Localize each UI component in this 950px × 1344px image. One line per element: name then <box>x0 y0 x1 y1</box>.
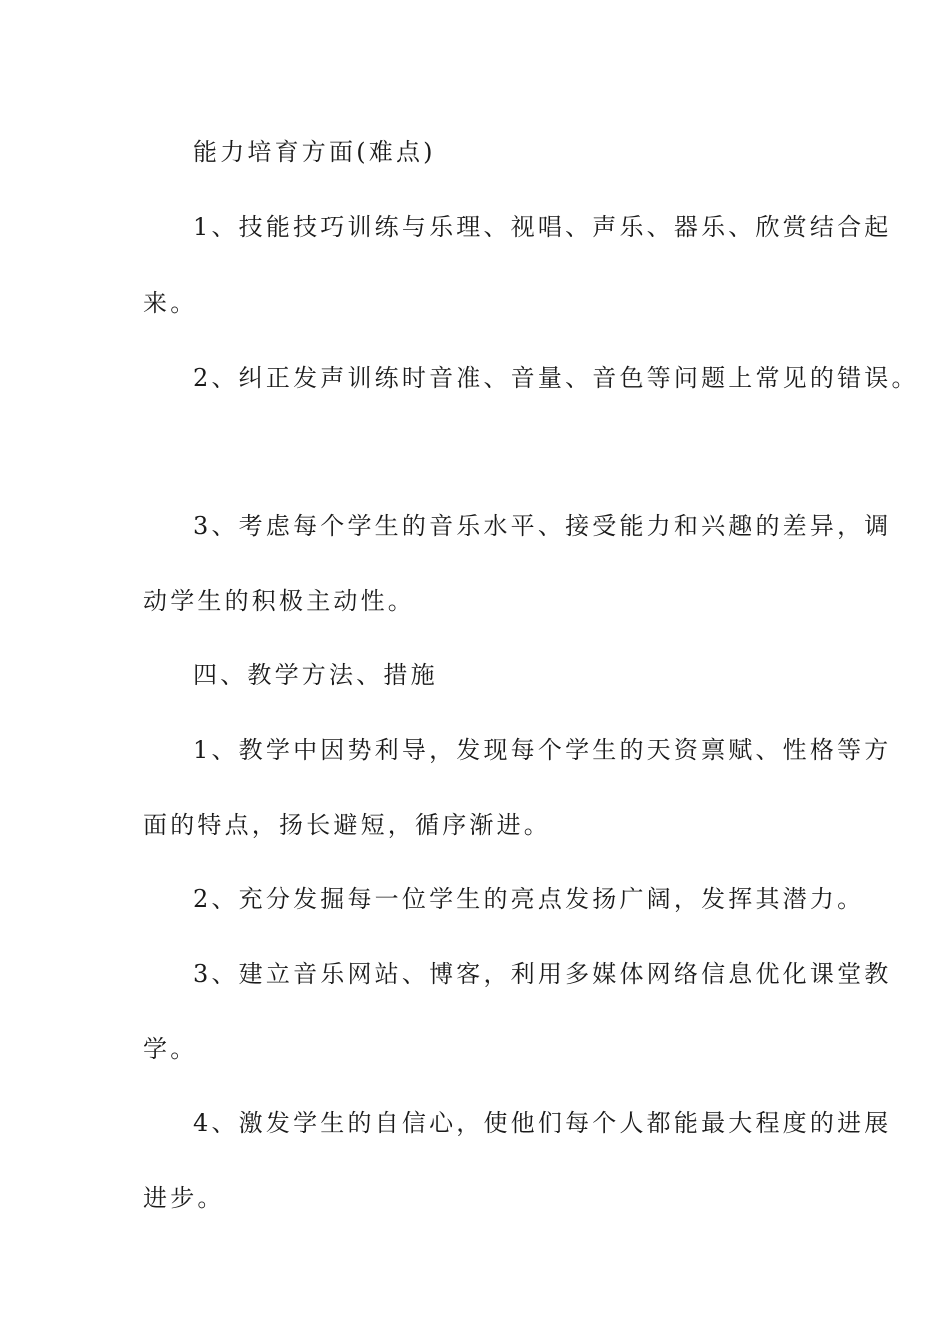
paragraph-line: 1、教学中因势利导，发现每个学生的天资禀赋、性格等方 <box>193 736 892 764</box>
paragraph-line: 1、技能技巧训练与乐理、视唱、声乐、器乐、欣赏结合起 <box>193 213 892 241</box>
paragraph-line: 3、建立音乐网站、博客，利用多媒体网络信息优化课堂教 <box>193 960 892 988</box>
paragraph-line: 学。 <box>143 1035 198 1063</box>
paragraph-line: 进步。 <box>143 1184 225 1212</box>
paragraph-line: 来。 <box>143 289 198 317</box>
section-heading-methods: 四、教学方法、措施 <box>193 661 438 689</box>
paragraph-line: 2、纠正发声训练时音准、音量、音色等问题上常见的错误。 <box>193 364 919 392</box>
paragraph-line: 动学生的积极主动性。 <box>143 587 415 615</box>
paragraph-line: 2、充分发掘每一位学生的亮点发扬广阔，发挥其潜力。 <box>193 885 865 913</box>
paragraph-line: 面的特点，扬长避短，循序渐进。 <box>143 811 551 839</box>
section-heading-ability: 能力培育方面(难点) <box>193 138 436 166</box>
paragraph-line: 4、激发学生的自信心，使他们每个人都能最大程度的进展 <box>193 1109 892 1137</box>
paragraph-line: 3、考虑每个学生的音乐水平、接受能力和兴趣的差异，调 <box>193 512 892 540</box>
